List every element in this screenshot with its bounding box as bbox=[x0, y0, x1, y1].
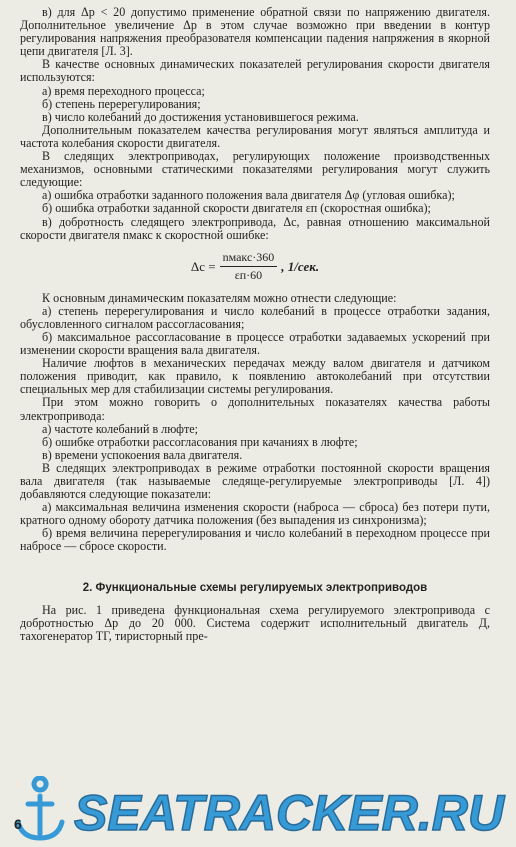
paragraph: К основным динамическим показателям можно отнести следующие: bbox=[42, 290, 397, 305]
section-heading: 2. Функциональные схемы регулируемых электроприводов bbox=[82, 581, 428, 594]
list-item: б) время величина перерегулирования и число колебаний в переходном процессе при набросе — сбросе скорости. bbox=[20, 526, 490, 554]
list-item: б) ошибка отработки заданной скорости двигателя εп (скоростная ошибка); bbox=[42, 201, 431, 216]
list-item: а) максимальная величина изменения скорости (наброса — сброса) без потери пути, кратного одному обороту датчика положения (без выпадения из синхронизма); bbox=[20, 500, 490, 528]
paragraph: В качестве основных динамических показателей регулирования скорости двигателя используются: bbox=[20, 57, 490, 85]
formula bbox=[20, 242, 490, 292]
paragraph: На рис. 1 приведена функциональная схема регулируемого электропривода с добротностью Δp до 20 000. Система содержит исполнительный двигатель Д, тахогенератор ТГ, тиристорный пре- bbox=[20, 602, 490, 643]
paragraph: В следящих электроприводах, регулирующих положение производственных механизмов, основными статическими показателями регулирования могут служить следующие: bbox=[20, 149, 490, 190]
list-item: в) добротность следящего электропривода, Δс, равная отношению максимальной скорости двигателя nмакс к скоростной ошибке: bbox=[20, 214, 490, 242]
list-item: б) ошибке отработки рассогласования при качаниях в люфте; bbox=[42, 434, 358, 449]
list-item: б) степень перерегулирования; bbox=[42, 96, 201, 111]
paragraph: В следящих электроприводах в режиме отработки постоянной скорости вращения вала двигателя (так называемые следяще-регулируемые электроприводы [Л. 4]) добавляются следующие показатели: bbox=[20, 460, 490, 502]
list-item: б) максимальное рассогласование в процессе отработки задаваемых ускорений при изменении скорости вращения вала двигателя. bbox=[20, 329, 490, 358]
formula-lhs: Δс = bbox=[190, 258, 216, 274]
paragraph: Дополнительным показателем качества регулирования могут являться амплитуда и частота колебания скорости двигателя. bbox=[20, 122, 490, 150]
list-item: а) частоте колебаний в люфте; bbox=[42, 421, 199, 436]
watermark-graphic bbox=[0, 776, 516, 847]
page-number: 6 bbox=[14, 816, 22, 832]
list-item: в) число колебаний до достижения установившегося режима. bbox=[42, 109, 359, 124]
list-item: а) ошибка отработки заданного положения вала двигателя Δφ (угловая ошибка); bbox=[42, 188, 455, 203]
formula-denominator: εп·60 bbox=[234, 268, 263, 283]
list-item: в) времени успокоения вала двигателя. bbox=[42, 447, 243, 462]
paragraph: При этом можно говорить о дополнительных показателях качества работы электропривода: bbox=[20, 395, 490, 423]
paragraph: в) для Δp < 20 допустимо применение обратной связи по напряжению двигателя. Дополнительное увеличение Δp в этом случае возможно при введении в контур регулирования напряжения преобразователя компенсации падения напряжения в якорной цепи двигателя [Л. 3]. bbox=[20, 5, 490, 59]
formula-numerator: nмакс·360 bbox=[220, 250, 278, 267]
formula-fraction bbox=[220, 250, 278, 283]
paragraph: Наличие люфтов в механических передачах между валом двигателя и датчиком положения приводит, как правило, к появлению автоколебаний при отсутствии специальных мер для стабилизации системы регулирования. bbox=[20, 356, 490, 397]
watermark-logo bbox=[0, 776, 516, 847]
list-item: а) степень перерегулирования и число колебаний в процессе отработки задания, обусловленного сигналом рассогласования; bbox=[20, 303, 490, 331]
list-item: а) время переходного процесса; bbox=[42, 83, 205, 98]
document-page bbox=[20, 6, 490, 842]
formula-unit: , 1/сек. bbox=[281, 258, 320, 274]
anchor-icon bbox=[18, 778, 62, 838]
watermark-text: SEATRACKER.RU bbox=[74, 785, 506, 841]
